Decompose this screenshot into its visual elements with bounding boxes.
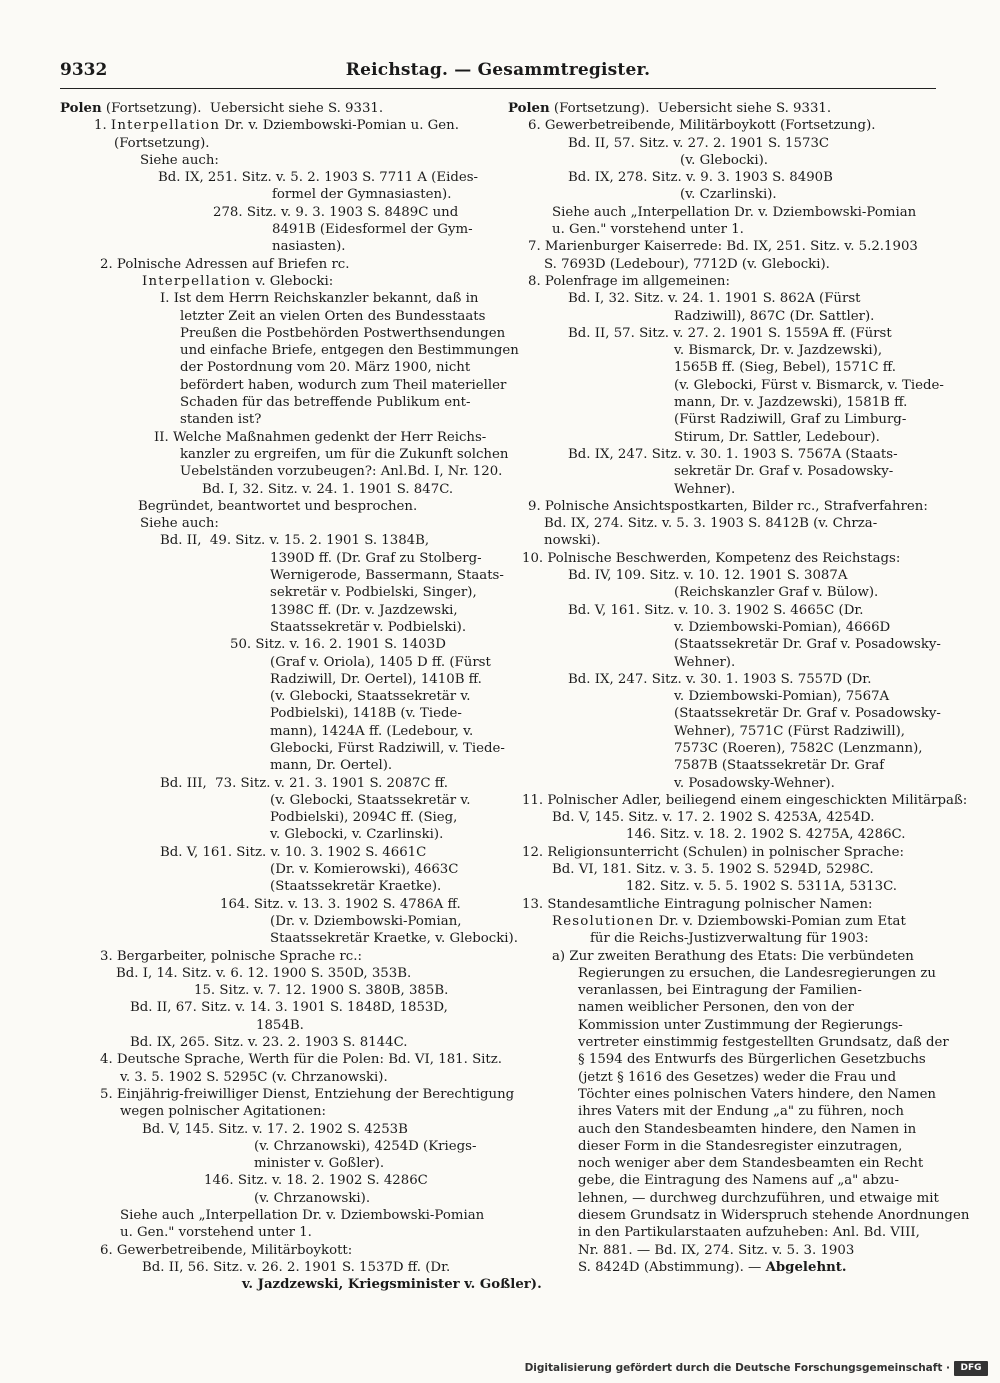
index-line: Bd. VI, 181. Sitz. v. 3. 5. 1902 S. 5294D, 5298C. xyxy=(552,862,874,878)
index-line: standen ist? xyxy=(180,412,262,428)
index-line: Stirum, Dr. Sattler, Ledebour). xyxy=(674,429,880,445)
index-line: letzter Zeit an vielen Orten des Bundesstaats xyxy=(180,308,486,324)
index-line: 13. Standesamtliche Eintragung polnischer Namen: xyxy=(522,896,873,912)
index-line: v. Dziembowski-Pomian), 7567A xyxy=(674,689,890,705)
page-title: Reichstag. — Gesammtregister. xyxy=(345,60,651,80)
index-line: (Graf v. Oriola), 1405 D ff. (Fürst xyxy=(270,654,491,670)
right-column xyxy=(508,100,970,1276)
index-line: (v. Glebocki). xyxy=(680,152,769,168)
index-line: vertreter einstimmig festgestellten Grundsatz, daß der xyxy=(578,1035,949,1051)
index-line: Bd. III, 73. Sitz. v. 21. 3. 1901 S. 2087C ff. xyxy=(160,775,448,791)
index-line: der Postordnung vom 20. März 1900, nicht xyxy=(180,360,471,376)
index-line: kanzler zu ergreifen, um für die Zukunft solchen xyxy=(180,446,509,462)
index-line: und einfache Briefe, entgegen den Bestimmungen xyxy=(180,343,519,359)
index-line: (Staatssekretär Kraetke). xyxy=(270,879,442,895)
index-line: mann, Dr. Oertel). xyxy=(270,758,393,774)
index-line: (Dr. v. Komierowski), 4663C xyxy=(270,862,459,878)
index-line: minister v. Goßler). xyxy=(254,1156,385,1172)
index-line: Bd. II, 57. Sitz. v. 27. 2. 1901 S. 1573C xyxy=(568,135,830,151)
index-line: u. Gen." vorstehend unter 1. xyxy=(552,222,744,238)
dfg-logo-icon: DFG xyxy=(954,1361,988,1376)
index-line: 8491B (Eidesformel der Gym- xyxy=(272,222,473,238)
index-line: Bd. V, 161. Sitz. v. 10. 3. 1902 S. 4665C (Dr. xyxy=(568,602,864,618)
index-line: Staatssekretär v. Podbielski). xyxy=(270,619,467,635)
index-line: 9. Polnische Ansichtspostkarten, Bilder rc., Strafverfahren: xyxy=(528,498,928,514)
index-line: v. 3. 5. 1902 S. 5295C (v. Chrzanowski). xyxy=(120,1069,388,1085)
index-line: ihres Vaters mit der Endung „a" zu führen, noch xyxy=(578,1104,904,1120)
index-line: formel der Gymnasiasten). xyxy=(272,187,452,203)
index-line: Bd. I, 32. Sitz. v. 24. 1. 1901 S. 847C. xyxy=(202,481,454,497)
index-line: Siehe auch „Interpellation Dr. v. Dziembowski-Pomian xyxy=(120,1208,485,1223)
index-line: 2. Polnische Adressen auf Briefen rc. xyxy=(100,256,350,272)
index-line: 1854B. xyxy=(256,1017,304,1033)
index-line: (v. Glebocki, Staatssekretär v. xyxy=(270,792,471,808)
index-line: Bd. IX, 247. Sitz. v. 30. 1. 1903 S. 7557D (Dr. xyxy=(568,671,872,687)
index-line: Polen (Fortsetzung). Uebersicht siehe S. 9331. xyxy=(60,101,384,116)
index-line: 164. Sitz. v. 13. 3. 1902 S. 4786A ff. xyxy=(220,896,461,912)
index-line: Siehe auch: xyxy=(140,516,219,532)
index-line: 12. Religionsunterricht (Schulen) in polnischer Sprache: xyxy=(522,844,904,860)
index-line: 7587B (Staatssekretär Dr. Graf xyxy=(674,758,885,774)
index-line: auch den Standesbeamten hindere, den Namen in xyxy=(578,1121,917,1137)
index-line: 6. Gewerbetreibende, Militärboykott: xyxy=(100,1242,353,1258)
index-line: 6. Gewerbetreibende, Militärboykott (Fortsetzung). xyxy=(528,118,876,134)
index-line: 7. Marienburger Kaiserrede: Bd. IX, 251. Sitz. v. 5.2.1903 xyxy=(528,239,918,255)
index-line: wegen polnischer Agitationen: xyxy=(120,1104,327,1120)
index-line: (v. Chrzanowski), 4254D (Kriegs- xyxy=(254,1138,477,1154)
index-line: Staatssekretär Kraetke, v. Glebocki). xyxy=(270,931,518,947)
index-line: v. Posadowsky-Wehner). xyxy=(674,775,835,791)
index-line: v. Glebocki, v. Czarlinski). xyxy=(270,827,444,843)
index-line: Siehe auch: xyxy=(140,152,219,168)
index-line: Radziwill), 867C (Dr. Sattler). xyxy=(674,308,875,324)
index-line: in den Partikularstaaten aufzuheben: Anl. Bd. VIII, xyxy=(578,1225,920,1241)
index-line: sekretär Dr. Graf v. Posadowsky- xyxy=(674,464,894,480)
index-line: für die Reichs-Justizverwaltung für 1903: xyxy=(590,931,869,947)
index-line: 278. Sitz. v. 9. 3. 1903 S. 8489C und xyxy=(213,204,459,220)
index-line: (v. Glebocki, Fürst v. Bismarck, v. Tiede- xyxy=(674,377,944,393)
index-line: v. Bismarck, Dr. v. Jazdzewski), xyxy=(674,343,883,359)
index-line: dieser Form in die Standesregister einzutragen, xyxy=(578,1138,903,1154)
page-header xyxy=(60,58,936,84)
index-line: sekretär v. Podbielski, Singer), xyxy=(270,585,477,601)
page-number: 9332 xyxy=(60,60,108,80)
index-line: (Staatssekretär Dr. Graf v. Posadowsky- xyxy=(674,706,941,722)
index-line: Uebelständen vorzubeugen?: Anl.Bd. I, Nr. 120. xyxy=(180,464,503,480)
index-line: Bd. IV, 109. Sitz. v. 10. 12. 1901 S. 3087A xyxy=(568,568,848,584)
index-line: (v. Chrzanowski). xyxy=(254,1190,371,1206)
index-line: 50. Sitz. v. 16. 2. 1901 S. 1403D xyxy=(230,637,446,653)
index-line: Bd. V, 161. Sitz. v. 10. 3. 1902 S. 4661C xyxy=(160,844,427,860)
index-line: 146. Sitz. v. 18. 2. 1902 S. 4286C xyxy=(204,1173,428,1189)
index-line: Begründet, beantwortet und besprochen. xyxy=(138,498,418,514)
index-line: 1. Interpellation Dr. v. Dziembowski-Pomian u. Gen. xyxy=(94,118,459,134)
index-line: 7573C (Roeren), 7582C (Lenzmann), xyxy=(674,740,923,756)
index-line: (v. Glebocki, Staatssekretär v. xyxy=(270,689,471,705)
index-line: 15. Sitz. v. 7. 12. 1900 S. 380B, 385B. xyxy=(194,983,449,999)
index-line: a) Zur zweiten Berathung des Etats: Die verbündeten xyxy=(552,948,914,964)
index-line: Polen (Fortsetzung). Uebersicht siehe S. 9331. xyxy=(508,101,832,116)
index-line: I. Ist dem Herrn Reichskanzler bekannt, daß in xyxy=(160,291,479,307)
index-line: Bd. IX, 247. Sitz. v. 30. 1. 1903 S. 7567A (Staats- xyxy=(568,446,898,462)
index-line: Radziwill, Dr. Oertel), 1410B ff. xyxy=(270,671,482,687)
index-line: Bd. IX, 274. Sitz. v. 5. 3. 1903 S. 8412B (v. Chrza- xyxy=(544,516,878,532)
index-line: Glebocki, Fürst Radziwill, v. Tiede- xyxy=(270,740,505,756)
index-line: 4. Deutsche Sprache, Werth für die Polen: Bd. VI, 181. Sitz. xyxy=(100,1052,503,1068)
index-line: Siehe auch „Interpellation Dr. v. Dziembowski-Pomian xyxy=(552,204,917,220)
index-line: (jetzt § 1616 des Gesetzes) weder die Frau und xyxy=(578,1069,897,1085)
index-line: u. Gen." vorstehend unter 1. xyxy=(120,1225,312,1241)
index-line: Bd. V, 145. Sitz. v. 17. 2. 1902 S. 4253B xyxy=(142,1121,408,1137)
index-line: § 1594 des Entwurfs des Bürgerlichen Gesetzbuchs xyxy=(578,1052,926,1068)
index-line: Podbielski), 1418B (v. Tiede- xyxy=(270,706,462,722)
index-line: Schaden für das betreffende Publikum ent- xyxy=(180,395,471,411)
index-line: Nr. 881. — Bd. IX, 274. Sitz. v. 5. 3. 1903 xyxy=(578,1242,855,1258)
index-line: (Fortsetzung). xyxy=(114,135,210,151)
index-line: (v. Czarlinski). xyxy=(680,187,777,203)
index-line: Bd. IX, 251. Sitz. v. 5. 2. 1903 S. 7711 A (Eides- xyxy=(158,170,479,186)
index-line: (Fürst Radziwill, Graf zu Limburg- xyxy=(674,412,907,428)
index-line: 182. Sitz. v. 5. 5. 1902 S. 5311A, 5313C. xyxy=(626,879,898,895)
header-rule xyxy=(60,88,936,89)
index-line: (Staatssekretär Dr. Graf v. Posadowsky- xyxy=(674,637,941,653)
index-line: Bd. I, 14. Sitz. v. 6. 12. 1900 S. 350D, 353B. xyxy=(116,965,412,981)
index-line: diesem Grundsatz in Widerspruch stehende Anordnungen xyxy=(578,1208,970,1223)
index-line: 1390D ff. (Dr. Graf zu Stolberg- xyxy=(270,550,482,566)
index-line: Bd. II, 56. Sitz. v. 26. 2. 1901 S. 1537D ff. (Dr. xyxy=(142,1259,451,1275)
index-line: 5. Einjährig-freiwilliger Dienst, Entziehung der Berechtigung xyxy=(100,1086,515,1102)
index-line: Bd. I, 32. Sitz. v. 24. 1. 1901 S. 862A (Fürst xyxy=(568,291,861,307)
index-line: 1398C ff. (Dr. v. Jazdzewski, xyxy=(270,602,458,618)
index-line: 3. Bergarbeiter, polnische Sprache rc.: xyxy=(100,948,362,964)
index-line: Bd. IX, 265. Sitz. v. 23. 2. 1903 S. 8144C. xyxy=(130,1035,408,1051)
index-line: v. Jazdzewski, Kriegsminister v. Goßler). xyxy=(242,1277,542,1293)
index-line: Podbielski), 2094C ff. (Sieg, xyxy=(270,810,458,826)
index-line: Interpellation v. Glebocki: xyxy=(142,273,334,289)
index-line: (Reichskanzler Graf v. Bülow). xyxy=(674,585,879,601)
index-line: Wernigerode, Bassermann, Staats- xyxy=(270,568,504,584)
index-line: namen weiblicher Personen, den von der xyxy=(578,1000,854,1016)
index-line: Bd. IX, 278. Sitz. v. 9. 3. 1903 S. 8490B xyxy=(568,170,833,186)
index-line: veranlassen, bei Eintragung der Familien- xyxy=(578,983,862,999)
index-line: lehnen, — durchweg durchzuführen, und etwaige mit xyxy=(578,1190,939,1206)
index-line: befördert haben, wodurch zum Theil materieller xyxy=(180,377,507,393)
index-line: Bd. II, 49. Sitz. v. 15. 2. 1901 S. 1384B, xyxy=(160,533,430,549)
index-line: Bd. II, 67. Sitz. v. 14. 3. 1901 S. 1848D, 1853D, xyxy=(130,1000,448,1016)
index-line: Regierungen zu ersuchen, die Landesregierungen zu xyxy=(578,965,936,981)
index-line: Preußen die Postbehörden Postwerthsendungen xyxy=(180,325,506,341)
index-line: gebe, die Eintragung des Namens auf „a" abzu- xyxy=(578,1173,899,1189)
index-line: Wehner). xyxy=(674,654,736,670)
index-line: Töchter eines polnischen Vaters hindere, den Namen xyxy=(578,1086,936,1102)
index-line: mann), 1424A ff. (Ledebour, v. xyxy=(270,723,474,739)
index-line: Kommission unter Zustimmung der Regierungs- xyxy=(578,1017,903,1033)
index-line: S. 7693D (Ledebour), 7712D (v. Glebocki). xyxy=(544,256,830,272)
index-line: II. Welche Maßnahmen gedenkt der Herr Reichs- xyxy=(154,429,487,445)
left-column xyxy=(60,100,542,1293)
index-line: Wehner). xyxy=(674,481,736,497)
index-line: mann, Dr. v. Jazdzewski), 1581B ff. xyxy=(674,395,908,411)
index-line: Bd. V, 145. Sitz. v. 17. 2. 1902 S. 4253A, 4254D. xyxy=(552,810,875,826)
index-line: S. 8424D (Abstimmung). — Abgelehnt. xyxy=(578,1259,847,1275)
index-line: nowski). xyxy=(544,533,601,549)
index-line: Bd. II, 57. Sitz. v. 27. 2. 1901 S. 1559A ff. (Fürst xyxy=(568,325,892,341)
index-line: 10. Polnische Beschwerden, Kompetenz des Reichstags: xyxy=(522,550,901,566)
index-line: noch weniger aber dem Standesbeamten ein Recht xyxy=(578,1156,924,1172)
footer-credit: Digitalisierung gefördert durch die Deutsche Forschungsgemeinschaft · xyxy=(524,1362,950,1374)
footer xyxy=(524,1360,996,1378)
index-line: (Dr. v. Dziembowski-Pomian, xyxy=(270,913,462,929)
index-line: 8. Polenfrage im allgemeinen: xyxy=(528,273,730,289)
index-line: Wehner), 7571C (Fürst Radziwill), xyxy=(674,723,905,739)
index-line: v. Dziembowski-Pomian), 4666D xyxy=(674,619,891,635)
index-line: nasiasten). xyxy=(272,239,346,255)
index-line: Resolutionen Dr. v. Dziembowski-Pomian zum Etat xyxy=(552,913,906,929)
index-line: 11. Polnischer Adler, beiliegend einem eingeschickten Militärpaß: xyxy=(522,792,968,808)
index-line: 1565B ff. (Sieg, Bebel), 1571C ff. xyxy=(674,360,897,376)
index-line: 146. Sitz. v. 18. 2. 1902 S. 4275A, 4286C. xyxy=(626,827,906,843)
